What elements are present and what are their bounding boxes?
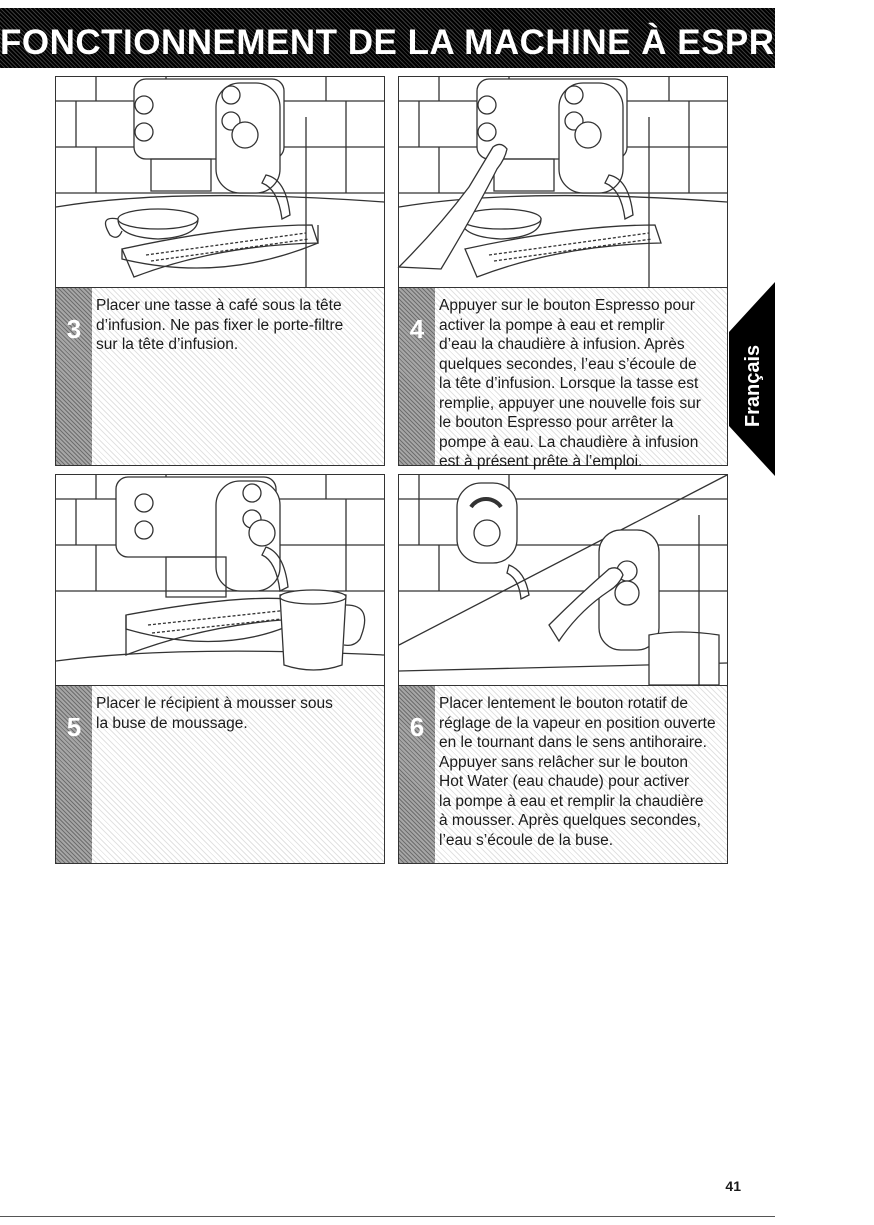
- step-panel-6: [398, 474, 728, 864]
- language-side-tab: [729, 282, 775, 476]
- page-number: 41: [725, 1178, 741, 1194]
- step-4-number: 4: [409, 314, 425, 344]
- page-title: FONCTIONNEMENT DE LA MACHINE À ESPRESSO: [0, 23, 874, 62]
- step-6-instructions: Placer lentement le bouton rotatif de réglage de la vapeur en position ouverte en le tournant dans le sens antihoraire. Appuyer sans relâcher sur le bouton Hot Water (eau chaude) pour activer la pompe à eau et remplir la chaudière à mousser. Après quelques secondes, l’eau s’écoule de la buse.: [439, 695, 716, 849]
- step-3-instructions: Placer une tasse à café sous la tête d’infusion. Ne pas fixer le porte-filtre sur la tête d’infusion.: [96, 297, 344, 353]
- step-5-illustration: [56, 475, 384, 686]
- step-3-number: 3: [66, 314, 82, 344]
- step-panel-4: [398, 76, 728, 470]
- language-tab-label: Français: [741, 344, 764, 428]
- step-4-number-box: [399, 288, 435, 465]
- step-6-text-area: [399, 686, 727, 863]
- step-3-text-area: [56, 288, 384, 465]
- step-4-illustration: [399, 77, 727, 288]
- step-5-number: 5: [66, 712, 82, 742]
- step-6-illustration: [399, 475, 727, 686]
- step-6-number: 6: [409, 712, 425, 742]
- step-5-number-box: [56, 686, 92, 863]
- step-4-text-area: [399, 288, 727, 470]
- step-panel-3: [55, 76, 385, 466]
- step-3-number-box: [56, 288, 92, 465]
- step-4-instructions: Appuyer sur le bouton Espresso pour activer la pompe à eau et remplir d’eau la chaudière à infusion. Après quelques secondes, l’eau s’écoule de la tête d’infusion. Lorsque la tasse est remplie, appuyer une nouvelle fois sur le bouton Espresso pour arrêter la pompe à eau. La chaudière à infusion est à présent prête à l’emploi.: [439, 297, 701, 470]
- step-panel-5: [55, 474, 385, 864]
- step-5-instructions: Placer le récipient à mousser sous la buse de moussage.: [96, 695, 333, 732]
- title-bar: [0, 8, 874, 68]
- bottom-rule: [0, 1216, 775, 1217]
- step-3-illustration: [56, 77, 384, 288]
- step-6-number-box: [399, 686, 435, 863]
- step-5-text-area: [56, 686, 384, 863]
